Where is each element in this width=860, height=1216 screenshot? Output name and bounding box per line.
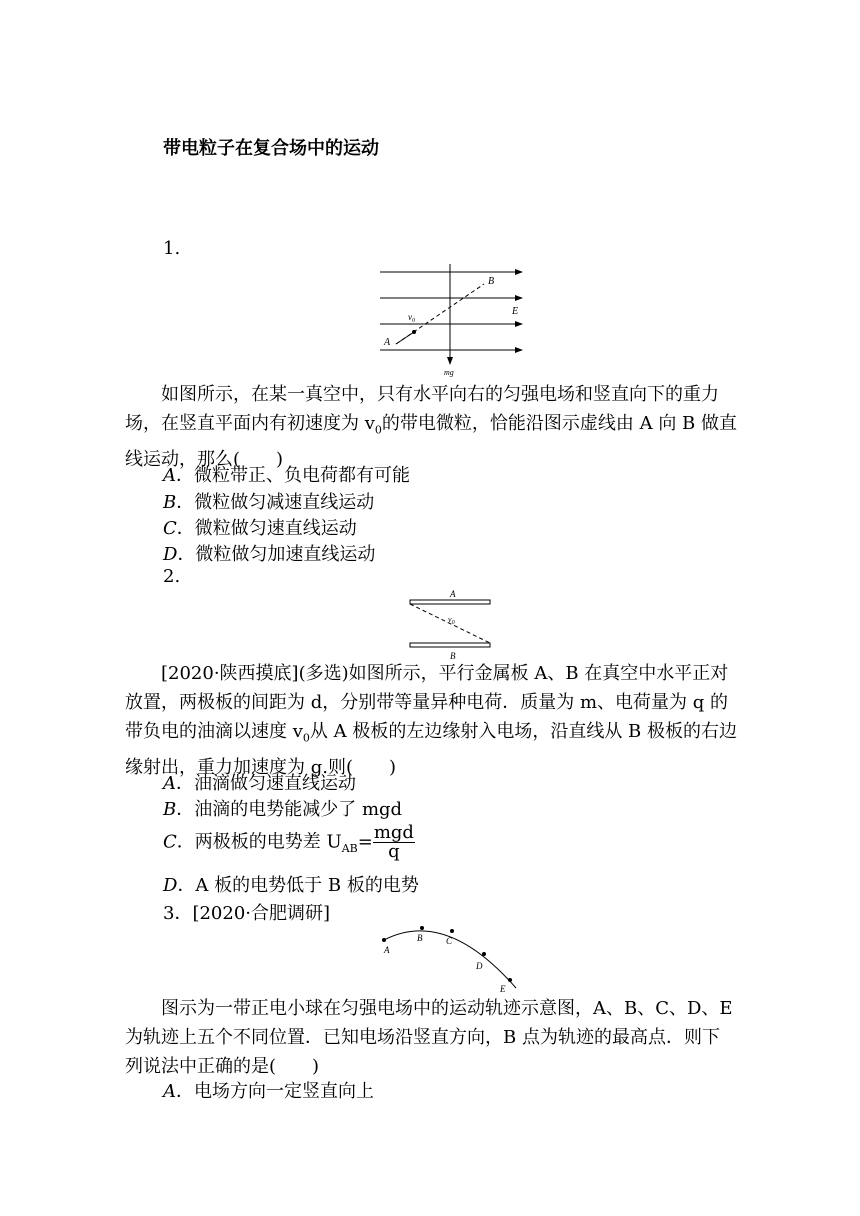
q2-option-a: A．油滴做匀速直线运动 (163, 773, 356, 794)
q1-option-a: A．微粒带正、负电荷都有可能 (163, 465, 410, 486)
q1-option-b: B．微粒做匀减速直线运动 (163, 492, 375, 513)
point-e-label: E (500, 984, 506, 994)
q2-option-b: B．油滴的电势能减少了 mgd (163, 799, 403, 820)
figure-trajectory (376, 922, 526, 994)
point-b-label: B (488, 276, 495, 287)
question-3-header: 3．[2020·合肥调研] (163, 903, 331, 924)
field-e-label: E (512, 306, 519, 317)
question-1-stem: 如图所示，在某一真空中，只有水平向右的匀强电场和竖直向下的重力场，在竖直平面内有初速度为 $v_0$的带电微粒，恰能沿图示虚线由 A 向 B 做直线运动，那么( ) (125, 384, 738, 470)
plate-b-label: B (450, 651, 456, 661)
velocity-label: $v_0$ (408, 312, 415, 324)
point-d-label: D (476, 961, 483, 971)
point-a-label: A (384, 337, 391, 348)
question-number: 1. (163, 238, 181, 259)
question-2-stem: [2020·陕西摸底](多选)如图所示，平行金属板 A、B 在真空中水平正对放置，两极板的间距为 d，分别带等量异种电荷．质量为 m、电荷量为 q 的带负电的油滴以速度 $v_0$从 A 极板的左边缘射入电场，沿直线从 B 极板的右边缘射出，重力加速度为 g.则( ) (125, 663, 738, 778)
q3-option-a: A．电场方向一定竖直向上 (163, 1081, 374, 1102)
plate-a-label: A (450, 589, 456, 599)
gravity-label: mg (444, 368, 454, 377)
fraction: $\frac{\text{mgd}}{q}$ (373, 822, 414, 862)
figure-electric-field (372, 262, 532, 380)
figure-parallel-plates (404, 588, 496, 662)
q2-option-d: D．A 板的电势低于 B 板的电势 (163, 875, 419, 896)
q1-option-d: D．微粒做匀加速直线运动 (163, 544, 376, 565)
question-number: 2. (163, 566, 181, 587)
q1-option-c: C．微粒做匀速直线运动 (163, 518, 357, 539)
page-title: 带电粒子在复合场中的运动 (163, 138, 379, 159)
point-b-label: B (417, 933, 423, 943)
point-a-label: A (384, 945, 390, 955)
q2-option-c: C．两极板的电势差 $U_{AB}=$ $\frac{\text{mgd}}{q}$ (163, 822, 414, 862)
point-c-label: C (446, 936, 453, 946)
velocity-label: $v_0$ (448, 615, 455, 626)
question-3-stem: 图示为一带正电小球在匀强电场中的运动轨迹示意图，A、B、C、D、E 为轨迹上五个不同位置．已知电场沿竖直方向，B 点为轨迹的最高点．则下列说法中正确的是( ) (125, 998, 733, 1077)
